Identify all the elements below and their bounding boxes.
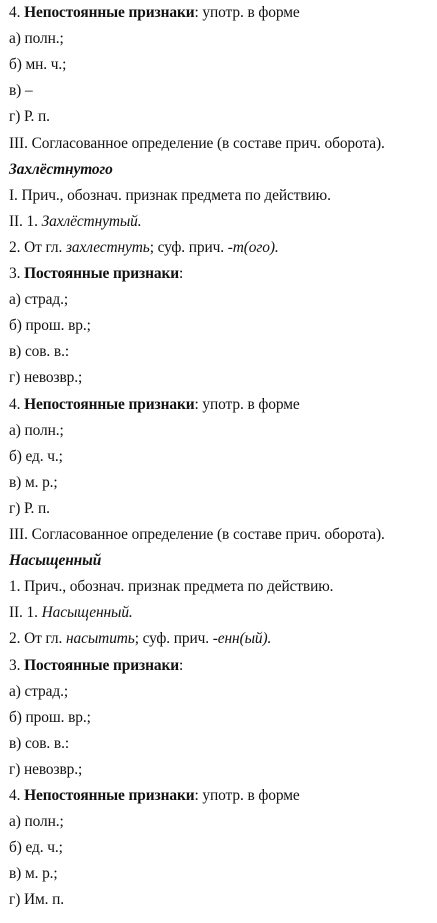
bold-text: Непостоянные признаки bbox=[24, 4, 195, 21]
text-segment: : употр. в форме bbox=[194, 787, 300, 804]
text-segment: Насыщенный bbox=[9, 552, 102, 570]
text-segment: в) м. р.; bbox=[9, 865, 58, 883]
text-segment: г) невозвр.; bbox=[9, 760, 83, 778]
text-segment: в) сов. в.: bbox=[9, 734, 70, 752]
text-segment: 4. bbox=[9, 787, 25, 804]
text-segment: II. 1. bbox=[9, 604, 42, 622]
text-line bbox=[9, 681, 68, 703]
text-segment: 2. От гл. bbox=[9, 238, 66, 256]
text-segment: а) полн.; bbox=[9, 421, 64, 439]
italic-text: енн(ый). bbox=[217, 630, 272, 648]
text-segment: в) – bbox=[9, 82, 33, 100]
text-line bbox=[9, 576, 333, 598]
text-segment: ; суф. прич. - bbox=[149, 238, 233, 256]
text-segment: а) полн.; bbox=[9, 30, 64, 48]
text-segment: : bbox=[179, 265, 184, 282]
text-segment: 1. Прич., обознач. признак предмета по действию. bbox=[9, 578, 334, 596]
text-segment: : употр. в форме bbox=[194, 4, 300, 21]
text-segment: 2. От гл. bbox=[9, 630, 66, 648]
text-line bbox=[9, 54, 66, 76]
text-segment: в) м. р.; bbox=[9, 473, 58, 491]
text-segment: : употр. в форме bbox=[194, 395, 300, 413]
text-line bbox=[9, 628, 271, 650]
text-segment: I. Прич., обознач. признак предмета по действию. bbox=[9, 186, 331, 204]
text-line bbox=[9, 524, 385, 546]
italic-text: насытить bbox=[66, 630, 135, 648]
text-segment: III. Согласованное определение (в составе прич. оборота). bbox=[9, 134, 385, 152]
bold-text: Постоянные признаки bbox=[24, 656, 179, 674]
text-segment: а) страд.; bbox=[9, 682, 69, 700]
text-line bbox=[9, 837, 63, 859]
italic-text: Насыщенный. bbox=[41, 604, 133, 622]
text-segment: 4. bbox=[9, 4, 25, 21]
text-segment: г) Р. п. bbox=[9, 499, 50, 517]
text-line bbox=[9, 237, 279, 259]
text-line bbox=[9, 863, 58, 885]
italic-text: Захлёстнутый. bbox=[41, 212, 142, 230]
text-segment: г) невозвр.; bbox=[9, 369, 83, 387]
text-line bbox=[9, 811, 64, 833]
text-segment: а) полн.; bbox=[9, 813, 64, 831]
text-line bbox=[9, 315, 91, 337]
text-line bbox=[9, 80, 33, 102]
text-segment: 3. bbox=[9, 656, 25, 674]
bold-text: Постоянные признаки bbox=[24, 265, 179, 282]
section-heading bbox=[9, 550, 101, 572]
text-line bbox=[9, 133, 385, 155]
text-line bbox=[9, 394, 300, 416]
text-segment: ; суф. прич. - bbox=[134, 630, 218, 648]
text-segment: 4. bbox=[9, 395, 25, 413]
text-line bbox=[9, 289, 68, 311]
text-line bbox=[9, 106, 50, 128]
text-line bbox=[9, 733, 69, 755]
text-line bbox=[9, 602, 133, 624]
text-line bbox=[9, 759, 82, 781]
text-segment: 3. bbox=[9, 265, 25, 282]
text-segment: а) страд.; bbox=[9, 291, 69, 309]
italic-text: захлестнуть bbox=[66, 238, 150, 256]
text-line bbox=[9, 889, 64, 911]
text-segment: : bbox=[179, 656, 184, 674]
text-segment: б) прош. вр.; bbox=[9, 708, 91, 726]
text-line bbox=[9, 263, 183, 285]
bold-text: Непостоянные признаки bbox=[24, 395, 195, 413]
text-line bbox=[9, 498, 50, 520]
italic-text: т(ого). bbox=[232, 238, 279, 256]
text-segment: в) сов. в.: bbox=[9, 343, 70, 361]
text-segment: II. 1. bbox=[9, 212, 42, 230]
text-segment: б) ед. ч.; bbox=[9, 447, 63, 465]
text-line bbox=[9, 446, 63, 468]
text-line bbox=[9, 472, 58, 494]
text-segment: б) мн. ч.; bbox=[9, 56, 67, 74]
text-line bbox=[9, 211, 142, 233]
text-line bbox=[9, 785, 300, 807]
bold-text: Непостоянные признаки bbox=[24, 787, 195, 804]
section-heading bbox=[9, 159, 113, 181]
text-segment: г) Р. п. bbox=[9, 108, 50, 126]
text-line bbox=[9, 341, 69, 363]
text-segment: Захлёстнутого bbox=[9, 160, 113, 178]
text-line bbox=[9, 655, 183, 677]
text-line bbox=[9, 367, 82, 389]
text-segment: б) ед. ч.; bbox=[9, 839, 63, 857]
text-line bbox=[9, 28, 64, 50]
text-line bbox=[9, 185, 331, 207]
text-line bbox=[9, 2, 300, 24]
text-segment: б) прош. вр.; bbox=[9, 317, 91, 335]
text-line bbox=[9, 420, 64, 442]
text-segment: III. Согласованное определение (в составе прич. оборота). bbox=[9, 526, 385, 543]
text-line bbox=[9, 707, 91, 729]
text-segment: г) Им. п. bbox=[9, 891, 65, 909]
